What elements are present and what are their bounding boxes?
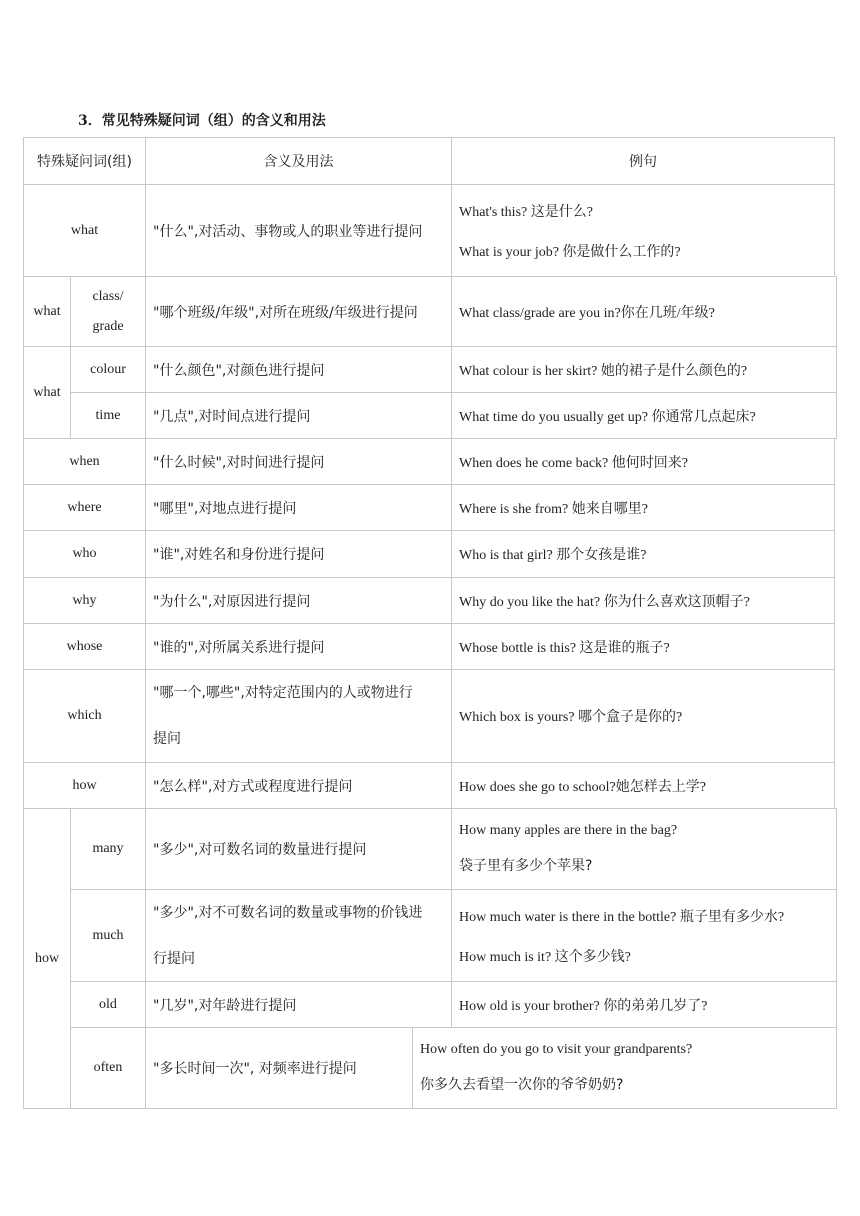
example-how <box>451 762 835 809</box>
word-label: what <box>33 303 61 319</box>
section-title: 3．常见特殊疑问词（组）的含义和用法 <box>78 113 326 129</box>
example-line: When does he come back? 他何时回来? <box>459 455 688 471</box>
meaning-label: "多少",对不可数名词的数量或事物的价钱进 <box>153 905 423 921</box>
word-label: what <box>33 384 61 400</box>
meaning-label: "多长时间一次", 对频率进行提问 <box>153 1061 357 1077</box>
example-who <box>451 530 835 578</box>
meaning-time <box>145 392 452 439</box>
example-whose <box>451 623 835 670</box>
example-line: 袋子里有多少个苹果? <box>459 858 593 874</box>
word-what <box>23 184 146 277</box>
word-label: how <box>72 777 97 793</box>
sub-time <box>70 392 146 439</box>
word-who <box>23 530 146 578</box>
meaning-why <box>145 577 452 624</box>
meaning-label: "怎么样",对方式或程度进行提问 <box>153 778 353 795</box>
word-label: why <box>72 592 97 608</box>
example-where <box>451 484 835 531</box>
example-why <box>451 577 835 624</box>
example-line: How much water is there in the bottle? 瓶子里有多少水? <box>459 909 785 925</box>
sub-colour <box>70 346 146 393</box>
meaning-many <box>145 808 452 890</box>
example-what <box>451 184 835 277</box>
sub-often <box>70 1027 146 1109</box>
meaning-label: "什么",对活动、事物或人的职业等进行提问 <box>153 223 423 240</box>
group-what-class <box>23 276 71 347</box>
word-label: what <box>70 222 99 238</box>
example-class-grade <box>451 276 837 347</box>
word-where <box>23 484 146 531</box>
example-line: Which box is yours? 哪个盒子是你的? <box>459 710 683 725</box>
example-line: How many apples are there in the bag? <box>459 823 678 838</box>
meaning-label: "谁",对姓名和身份进行提问 <box>153 547 325 563</box>
meaning-label: "为什么",对原因进行提问 <box>153 593 311 610</box>
meaning-class-grade <box>145 276 452 347</box>
word-label: who <box>72 546 97 561</box>
group-what-colour-time <box>23 346 71 439</box>
meaning-how <box>145 762 452 809</box>
header-meaning <box>145 137 452 185</box>
word-whose <box>23 623 146 670</box>
word-when <box>23 438 146 485</box>
example-line: Why do you like the hat? 你为什么喜欢这顶帽子? <box>459 594 750 610</box>
example-many <box>451 808 837 890</box>
header-meaning-label: 含义及用法 <box>263 154 334 170</box>
sub-label: many <box>92 841 124 856</box>
meaning-label: "谁的",对所属关系进行提问 <box>153 639 325 656</box>
word-label: when <box>69 453 100 469</box>
meaning-label: "哪里",对地点进行提问 <box>153 500 297 517</box>
example-line: Who is that girl? 那个女孩是谁? <box>459 548 647 563</box>
sub-class-grade <box>70 276 146 347</box>
example-colour <box>451 346 837 393</box>
header-example-label: 例句 <box>629 154 657 170</box>
group-how <box>23 808 71 1109</box>
meaning-when <box>145 438 452 485</box>
header-example <box>451 137 835 185</box>
meaning-whose <box>145 623 452 670</box>
sub-label: much <box>92 927 124 943</box>
meaning-old <box>145 981 452 1028</box>
example-line: What class/grade are you in?你在几班/年级? <box>459 305 715 321</box>
word-how <box>23 762 146 809</box>
word-which <box>23 669 146 763</box>
meaning-which <box>145 669 452 763</box>
meaning-label: "多少",对可数名词的数量进行提问 <box>153 842 367 858</box>
example-line: Whose bottle is this? 这是谁的瓶子? <box>459 640 670 656</box>
example-time <box>451 392 837 439</box>
meaning-where <box>145 484 452 531</box>
example-line: How often do you go to visit your grandparents? <box>420 1042 693 1057</box>
meaning-often <box>145 1027 413 1109</box>
sub-label: grade <box>92 318 124 334</box>
example-line: What is your job? 你是做什么工作的? <box>459 244 681 260</box>
sub-much <box>70 889 146 982</box>
word-label: whose <box>66 638 103 654</box>
example-line: How does she go to school?她怎样去上学? <box>459 779 706 795</box>
word-why <box>23 577 146 624</box>
meaning-label: "什么颜色",对颜色进行提问 <box>153 362 325 379</box>
example-when <box>451 438 835 485</box>
meaning-who <box>145 530 452 578</box>
sub-many <box>70 808 146 890</box>
sub-label: time <box>95 407 121 423</box>
example-line: How much is it? 这个多少钱? <box>459 949 631 965</box>
meaning-what <box>145 184 452 277</box>
header-word-label: 特殊疑问词(组) <box>37 154 132 170</box>
example-much <box>451 889 837 982</box>
example-line: 你多久去看望一次你的爷爷奶奶? <box>420 1077 624 1093</box>
meaning-label: "几点",对时间点进行提问 <box>153 408 311 425</box>
example-often <box>412 1027 837 1109</box>
meaning-label: "哪一个,哪些",对特定范围内的人或物进行 <box>153 685 413 701</box>
example-old <box>451 981 837 1028</box>
word-label: where <box>67 499 102 515</box>
meaning-label: 提问 <box>153 731 181 747</box>
sub-label: old <box>99 996 117 1012</box>
meaning-label: 行提问 <box>153 951 195 967</box>
sub-label: often <box>93 1060 123 1075</box>
meaning-label: "哪个班级/年级",对所在班级/年级进行提问 <box>153 304 418 321</box>
example-line: How old is your brother? 你的弟弟几岁了? <box>459 998 708 1014</box>
sub-label: colour <box>90 361 126 377</box>
example-line: Where is she from? 她来自哪里? <box>459 501 648 517</box>
example-which <box>451 669 835 763</box>
example-line: What colour is her skirt? 她的裙子是什么颜色的? <box>459 363 748 379</box>
example-line: What's this? 这是什么? <box>459 204 593 220</box>
example-line: What time do you usually get up? 你通常几点起床? <box>459 409 756 425</box>
header-word <box>23 137 146 185</box>
word-label: which <box>67 708 102 723</box>
meaning-label: "什么时候",对时间进行提问 <box>153 454 325 471</box>
meaning-colour <box>145 346 452 393</box>
meaning-much <box>145 889 452 982</box>
word-label: how <box>34 950 60 966</box>
sub-old <box>70 981 146 1028</box>
sub-label: class/ <box>92 288 124 304</box>
meaning-label: "几岁",对年龄进行提问 <box>153 997 297 1014</box>
